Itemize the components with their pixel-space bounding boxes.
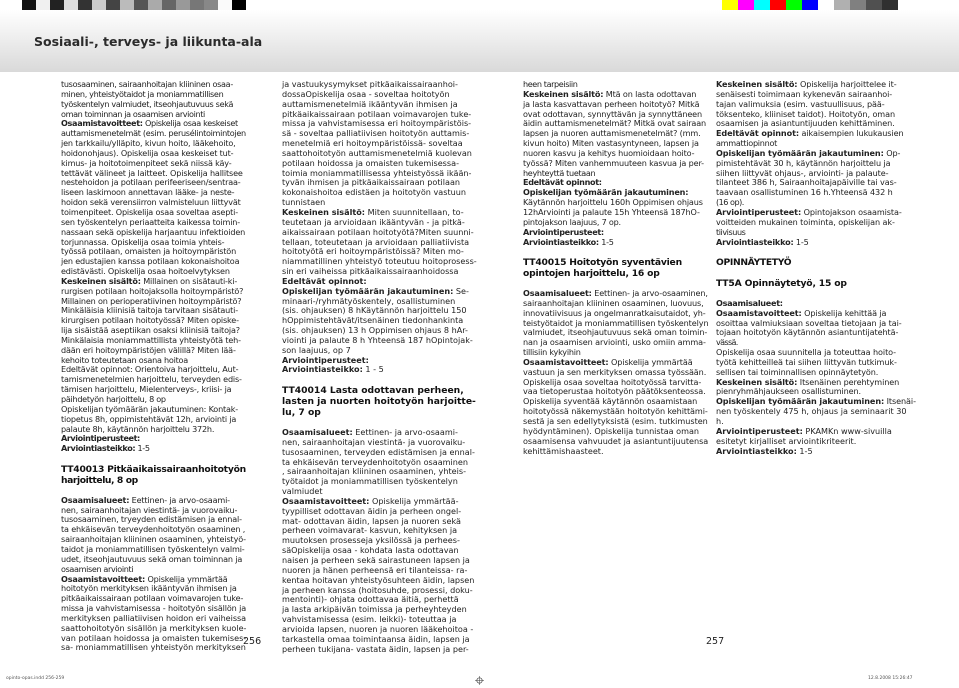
color-swatch [786,0,802,10]
line-text: pimistehtävät 30 h, käytännön harjoittelu ja [716,157,891,168]
line-text: säOpiskelija osaa - kohdata lasta odottavan [282,545,459,556]
line-text: Eettinen- ja arvo-osaami- [129,494,230,505]
field-label: Osaamistavoitteet: [282,495,370,506]
color-swatch [176,0,190,10]
line-text: niammatillinen yhteistyö toteutuu hoitoprosess- [282,256,477,267]
line-text: Eettinen- ja arvo-osaaminen, [591,288,708,299]
line-text: nuoren ja hänen perheensä eri tilanteissa- ra- [282,564,468,575]
spacer [716,247,916,257]
color-swatch [802,0,818,10]
line-text: Edeltävät opinnot: Orientoiva harjoittelu, Aut- [61,364,239,375]
registration-mark-icon [475,676,484,685]
line-text: senäisesti toimimaan kykenevän sairaanhoi- [716,88,893,99]
field-label: Arviointiasteikko: [716,236,794,247]
line-text: sairaanhoitajan kliininen osaaminen, luovuus, [523,297,704,308]
line-text: ovat odottavan, synnyttävän ja synnyttäneen [523,108,702,119]
line-text: tiivisuus [716,226,746,237]
line-text: saattohoitotyön auttamismenetelmiä kuolevan [282,147,472,158]
field-label: Edeltävät opinnot: [716,128,799,139]
line-text: tämisen harjoittelu, Mielenterveys-, kriisi- ja [61,384,232,395]
color-swatch [818,0,834,10]
line-text: taidot ja moniammatillisen työskentelyn valmi- [61,543,245,554]
color-swatch [882,0,898,10]
line-text: sestä ja sen edellytyksistä (esim. tutkimusten [523,416,708,426]
line-text: van potilaan hoidossa ja omaisten tukemises- [61,632,247,643]
line-text: ta ehkäisevän terveydenhoitotyön osaaminen [282,456,469,467]
line-text: jen edustajien kanssa potilaan kokonaishoitoa [61,256,240,267]
line-text: Miten suunnitellaan, to- [365,206,464,217]
color-swatch [50,0,64,10]
course-heading: OPINNÄYTETYÖ [716,257,792,269]
line-text: auttamismenetelmät (esim. perusélintoimintojen [61,128,246,139]
line-text: vässä. [716,337,738,348]
line-text: jen tarkkailu/ylläpito, kivun hoito, lääkehoito, [61,138,236,149]
line-text: sä - soveltaa palliatiivisen hoitotyön auttamis- [282,128,470,139]
field-label: Arviointiperusteet: [716,425,803,436]
line-text: viointi ja palaute 8 h Yhteensä 187 hOpintojak- [282,334,473,345]
line-text: pitkäaikaissairaan potilaan voimavarojen tuke- [282,108,472,119]
line-text: (16 op). [716,197,744,208]
field-label: Arviointiasteikko: [523,236,599,247]
line-text: Opintojakson osaamista- [801,206,902,217]
line-text: palaute 8h, käytännön harjoittelu 372h. [61,423,215,434]
line-text: osaamisensa vahvuudet ja asiantuntijuutensa [523,435,709,446]
line-text: nassaan sekä opiskelija harjaantuu infektioiden [61,226,246,237]
line-text: 1-5 [135,443,150,454]
line-text: arvioida lapsen, nuoren ja nuoren lääkehoitoa - [282,623,474,634]
line-text: kivun hoito) Miten vastasyntyneen, lapsen ja [523,138,699,149]
line-text: menetelmiä eri hoitoympäristöissä- soveltaa [282,138,463,149]
line-text: sellisen tai toiminnallisen opinnäytetyön. [716,366,879,377]
line-text: h. [716,416,724,426]
line-text: tyypilliset odottavan äidin ja perheen ongel- [282,505,462,516]
field-label: Keskeinen sisältö: [716,79,798,89]
line-text: työtä kehitteilleä tai siihen liittyvän tutkimuk- [716,356,897,367]
line-text: mat- odottavan äidin, lapsen ja nuoren sekä [282,515,461,526]
line-text: aikaissairaan potilaan hoitotyötä?Miten suunni- [282,226,474,237]
line-text: lapsen ja nuoren auttamismenetelmät? (mm. [523,128,701,139]
line-text: teistyötaidot ja moniammatillisen työskentelyn [523,317,709,328]
field-label: Keskeinen sisältö: [716,376,798,387]
line-text: oman toiminnan ja osaamisen arviointi [61,108,205,119]
line-text: nuoren kasvu ja kehitys huomioidaan hoito- [523,147,695,158]
line-text: nan ja osaamisen arviointi, usko omiin amma- [523,337,706,348]
line-text: siihen liittyvät ohjaus-, arviointi- ja palaute- [716,167,889,178]
color-swatch [722,0,738,10]
line-text: (sis. ohjauksen) 13 h Oppimisen ohjaus 8 hAr- [282,325,468,336]
line-text: työtaidot ja moniammatillisen työskentelyn [282,476,458,487]
line-text: Opiskelija ymmärtää [145,573,228,584]
line-text: osaamisen arviointi [61,563,134,574]
line-text: muutoksen prosesseja yksilössä ja perhees- [282,535,460,546]
line-text: sin eri vaiheissa pitkäaikaissairaanhoidossa [282,266,459,277]
line-text: dään eri hoitoympäristöjen välillä? Miten lää- [61,344,236,355]
line-text: pienryhmähjaukseen osallistuminen. [716,386,861,397]
line-text: edistävästi. Opiskelija osaa hoitoelvytyksen [61,266,230,277]
footer-file-info: opinto-opas.indd 256-259 [6,676,65,681]
field-label: Arviointiperusteet: [61,433,140,444]
line-text: kirurgisen potilaan hoitotyössä? Miten opiske- [61,315,239,326]
line-text: Opiskelija osaa suunnitella ja toteuttaa hoito- [716,347,897,358]
line-text: Opiskelijan työmäärän jakautuminen: Kontak- [61,403,239,414]
line-text: ja perheen kanssa (hoitosuhde, prosessi, doku- [282,584,473,595]
text-line [61,643,246,653]
page-number-right: 257 [706,636,725,647]
line-text: tettävät välineet ja laitteet. Opiskelija hallitsee [61,167,243,178]
color-swatch [120,0,134,10]
line-text: saattohoitotyön sisällön ja merkityksen kuole- [61,622,247,633]
line-text: tamismenetelmien harjoittelu, terveyden edis- [61,374,242,385]
line-text: minen, yhteistyötaidot ja moniammatillisen [61,88,224,99]
line-text: perheen tukijana- vastata äidin, lapsen ja per- [282,643,469,654]
line-text: nestehoidon ja potilaan perifeeriseen/sentraa- [61,177,241,188]
line-text: sa- moniammatillisen yhteistyön merkityksen [61,642,246,653]
color-swatch [850,0,866,10]
line-text: päihdetyön harjoittelu, 8 op [61,394,166,404]
field-label: Osaamistavoitteet: [61,118,143,129]
line-text: tarkastella omaa toimintaansa äidin, lapsen ja [282,633,470,644]
color-swatch [92,0,106,10]
line-text: Minkäläisia kliinisiä taitoja tarvitaan sisätauti- [61,305,238,316]
text-line [716,218,916,228]
field-label: Arviointiperusteet: [523,226,604,237]
text-line [716,188,916,198]
field-label: Osaamisalueet: [61,494,130,505]
field-label: Keskeinen sisältö: [523,88,604,99]
line-text: vaa tietoperustaa hoitotyön päätöksenteossa. [523,386,706,397]
line-text: ja lasta kasvattavan perheen hoitotyö? Mitkä [523,98,700,109]
footer-timestamp: 12.8.2008 15:26:47 [868,676,913,681]
line-text: Opiskelija osaa keskeiset [142,118,238,129]
line-text: Opiskelija syventää käytännön osaamistaan [523,396,698,407]
line-text: PKAMKn www-sivuilla [802,425,892,436]
line-text: tilanteet 386 h, Sairaanhoitajapäiville tai vas- [716,177,897,188]
line-text: työskentelyn valmiudet, itseohjautuvuus sekä [61,98,234,109]
text-line [716,238,916,248]
line-text: Käytännön harjoittelu 160h Oppimisen ohjaus [523,197,703,208]
color-swatch [754,0,770,10]
line-text: , sairaanhoitajan kliininen osaaminen, yhteis- [282,466,467,477]
line-text: Opiskelija ymmärtää [608,356,693,367]
text-line [523,447,708,457]
line-text: Minkälaisia moniammattillista yhteistyötä teh- [61,334,241,345]
field-label: Osaamisalueet: [716,297,783,308]
line-text: kehoito toteutetaan osana hoitoa [61,354,188,365]
color-swatch [738,0,754,10]
line-text: tyvän ihmisen ja pitkäaikaissairaan potilaan [282,177,461,188]
line-text: työssä potilaan, omaisten ja hoitoympäristön [61,246,237,257]
line-text: naisen ja perheen sekä sairastuneen lapsen ja [282,554,470,565]
line-text: son laajuus, op 7 [282,344,351,355]
text-line [282,645,477,655]
field-label: Edeltävät opinnot: [523,177,602,188]
text-line [716,407,916,417]
field-label: Arviointiasteikko: [716,445,797,456]
line-text: pintojakson laajuus, 7 op. [523,216,621,227]
line-text: ja vastuukysymykset pitkäaikaissairaanhoi- [282,79,458,89]
line-text: tojaan hoitotyön käytännön asiantuntijatehtä- [716,327,899,338]
line-text: valmiudet [282,486,323,497]
field-label: Osaamistavoitteet: [716,307,802,318]
line-text: 1-5 [796,445,813,456]
spacer [716,268,916,278]
color-swatch [106,0,120,10]
color-swatch [204,0,218,10]
line-text: Millainen on sisätauti-ki- [140,275,238,286]
line-text: kentaa hoitavan yhteistyösuhteen äidin, lapsen [282,574,475,585]
text-line [61,444,246,454]
field-label: Arviointiasteikko: [282,364,363,375]
line-text: tillisiin kykyihin [523,347,581,358]
line-text: ammattiopinnot [716,138,778,149]
line-text: osaamisen ja asiantuntijuuden kehittäminen. [716,118,895,129]
text-line [282,365,477,375]
line-text: kimus- ja hoitotoimenpiteet sekä niissä käy- [61,157,232,168]
color-swatch [134,0,148,10]
field-label: Edeltävät opinnot: [282,275,367,286]
line-text: teutetaan ja arvioidaan ikääntyvän - ja pitkä- [282,216,465,227]
line-text: pitkäaikaissairaan potilaan voimavarojen tuke- [61,593,244,604]
line-text: hoidonohjaus). Opiskelija osaa keskeiset tut- [61,147,234,158]
line-text: torjunnassa. Opiskelija osaa toimia yhteis- [61,236,225,247]
line-text: toimenpiteet. Opiskelija osaa soveltaa asepti- [61,206,238,217]
course-heading: TT5A Opinnäytetyö, 15 op [716,278,847,290]
field-label: Arviointiasteikko: [61,443,136,454]
field-label: Keskeinen sisältö: [282,206,366,217]
line-text: potilaan hoidossa ja omaisten tukemisessa- [282,157,459,168]
color-swatch [218,0,232,10]
line-text: tusosaaminen, terveyden edistämisen ja ennal- [282,446,475,457]
line-text: heen tarpeisiin [523,79,578,89]
line-text: lija sisäistää aseptiikan osaksi kliinisiä taitoja? [61,325,240,336]
line-text: hoitotyössä näkemystään hoitotyön kehittämi- [523,406,708,417]
line-text: esitetyt kirjalliset arviointikriteerit. [716,435,857,446]
line-text: innovatiivisuus ja ongelmanratkaisutaidot, yh- [523,307,706,318]
field-label: Osaamistavoitteet: [61,573,146,584]
line-text: nen työskentely 475 h, ohjaus ja seminaarit 30 [716,406,907,417]
line-text: Opiskelija kehittää ja [801,307,887,318]
line-text: tunnistaen [282,197,326,208]
course-heading: harjoittelu, 8 op [61,474,138,486]
line-text: tusosaaminen, sairaanhoitajan kliininen osaa- [61,79,233,89]
line-text: mentointi)- ohjata odottavaa äitiä, perhettä [282,594,459,605]
line-text: tusosaaminen, tryeyden edistämisen ja ennal- [61,514,242,525]
line-text: Millainen on perioperatiivinen hoitoympäristö? [61,295,242,306]
line-text: tajan valimuksia (esim. vastuullisuus, pää- [716,98,885,109]
line-text: sen työskentelyn periaatteita kaikessa toimin- [61,216,240,227]
line-text: 12hArviointi ja palaute 15h Yhteensä 187hO- [523,206,700,217]
course-heading: lasten ja nuorten hoitotyön harjoitte- [282,396,476,408]
line-text: tellaan, toteutetaan ja arvioidaan palliatiivista [282,236,470,247]
line-text: äidin auttamismenetelmät? Mitkä ovat sairaan [523,118,707,129]
line-text: hoitotyön merkityksen ikääntyvän ihmisen ja [61,583,237,594]
line-text: Mtä on lasta odottavan [603,88,697,99]
color-swatch [162,0,176,10]
line-text: hOppimistehtävät/itsenäinen tiedonhankinta [282,315,464,326]
color-swatch [770,0,786,10]
line-text: valmiudet, itseohjautuvuus sekä oman toimin- [523,327,708,338]
line-text: Itsenäi- [884,396,916,407]
line-text: udet, itseohjautuvuus sekä oman toiminnan ja [61,553,243,564]
line-text: merkityksen palliatiivisen hoidon eri vaiheissa [61,612,247,623]
field-label: Keskeinen sisältö: [61,275,141,286]
course-heading: opintojen harjoittelu, 16 op [523,268,660,280]
line-text: nen, sairaanhoitajan viestintä- ja vuorovaiku- [282,436,466,447]
field-label: Arviointiperusteet: [282,354,369,365]
text-column-3 [523,80,708,456]
line-text: missa ja vahvistamisessa - hoitotyön sisällön ja [61,603,247,614]
line-text: kehittämishaasteet. [523,445,604,456]
line-text: ta ehkäisevän terveydenhoitotyön osaaminen , [61,524,246,535]
line-text: sairaanhoitajan kliininen osaaminen, yhteistyö- [61,534,246,545]
text-line [716,447,916,457]
field-label: Opiskelijan työmäärän jakautuminen: [716,396,885,407]
line-text: 1 - 5 [362,364,384,375]
line-text: nen, sairaanhoitajan viestintä- ja vuorovaiku- [61,504,238,515]
course-heading: TT40015 Hoitotyön syventävien [523,257,682,269]
line-text: auttamismenetelmiä ikääntyvän ihmisen ja [282,98,458,109]
line-text: voitteiden mukainen toiminta, opiskelijan ak- [716,216,895,227]
course-heading: TT40014 Lasta odottavan perheen, [282,385,464,397]
spacer [523,247,708,257]
field-label: Opiskelijan työmäärän jakautuminen: [282,285,454,296]
line-text: Opiskelija harjoittelee it- [797,79,897,89]
line-text: työssä? Miten vanhemmuuteen kasvua ja per- [523,157,704,168]
line-text: ja lasta arkipäivän toimissa ja perheyhteyden [282,604,467,615]
page-number-left: 256 [243,636,262,647]
line-text: hoitotyötä eri hoitoympäristöissä? Miten mo- [282,246,464,257]
course-heading: TT40013 Pitkäaikaissairaanhoitotyön [61,463,246,475]
color-swatch [866,0,882,10]
color-swatch [64,0,78,10]
line-text: töksenteko, kliiniset taidot). Hoitotyön, oman [716,108,896,119]
color-swatch [148,0,162,10]
line-text: Itsenäinen perehtyminen [797,376,900,387]
line-text: hoidon sekä verensiirron valmisteluun liittyvät [61,197,241,208]
section-title: Sosiaali-, terveys- ja liikunta-ala [34,34,263,49]
field-label: Osaamisalueet: [523,288,592,299]
course-heading: lu, 7 op [282,407,321,419]
line-text: dossaOpiskelija osaa - soveltaa hoitotyön [282,88,450,99]
line-text: vahvistamisessa (esim. leikki)- toteuttaa ja [282,614,457,625]
line-text: Op- [883,147,901,158]
color-swatch [36,0,50,10]
color-swatch [232,0,246,10]
line-text: osoittaa valmiuksiaan soveltaa tietojaan ja tai- [716,317,902,328]
color-calibration-bar [0,0,959,10]
line-text: kokonaishoitoa edistäen ja hoitotyön vastuun [282,187,467,198]
line-text: tiopetus 8h, oppimistehtävät 12h, arviointi ja [61,413,237,424]
line-text: rurgisen potilaan hoitojaksolla hoitoympäristö? [61,285,244,296]
text-line [716,328,916,338]
spacer [61,454,246,464]
line-text: heyhteyttä tuetaan [523,167,596,178]
color-swatch [22,0,36,10]
field-label: Opiskelijan työmäärän jakautuminen: [716,147,884,158]
spacer [282,375,477,385]
text-column-1 [61,80,246,653]
line-text: taavaan osallistuminen 16 h.Yhteensä 432 h [716,187,893,198]
line-text: hyödyntäminen). Opiskelija tunnistaa oman [523,425,699,436]
field-label: Arviointiperusteet: [716,206,802,217]
line-text: minaari-/ryhmätyöskentely, osallistuminen [282,295,456,306]
line-text: Se- [453,285,469,296]
line-text: vastuun ja sen merkityksen omassa työssään. [523,366,707,377]
color-swatch [190,0,204,10]
line-text: toimia moniammatillisessa yhteistyössä ikään- [282,167,472,178]
line-text: missa ja vahvistamisessa eri hoitoympäristöis- [282,118,472,129]
color-swatch [834,0,850,10]
line-text: aikaisempien lukukausien [799,128,904,139]
text-line [523,238,708,248]
line-text: 1-5 [598,236,614,247]
line-text: Opiskelija osaa soveltaa hoitotyössä tarvitta- [523,376,702,387]
field-label: Opiskelijan työmäärän jakautuminen: [523,187,689,198]
line-text: (sis. ohjauksen) 8 hKäytännön harjoittelu 150 [282,305,467,316]
color-swatch [78,0,92,10]
field-label: Osaamisalueet: [282,427,353,437]
line-text: Eettinen- ja arvo-osaami- [352,427,458,437]
field-label: Osaamistavoitteet: [523,356,609,367]
line-text: perheen voimavarat- kasvun, kehityksen ja [282,525,458,536]
line-text: 1-5 [793,236,809,247]
line-text: liseen laskimoon annettavan lääke- ja neste- [61,187,235,198]
line-text: Opiskelija ymmärtää- [369,495,459,506]
text-column-2 [282,80,477,654]
text-column-4 [716,80,916,456]
